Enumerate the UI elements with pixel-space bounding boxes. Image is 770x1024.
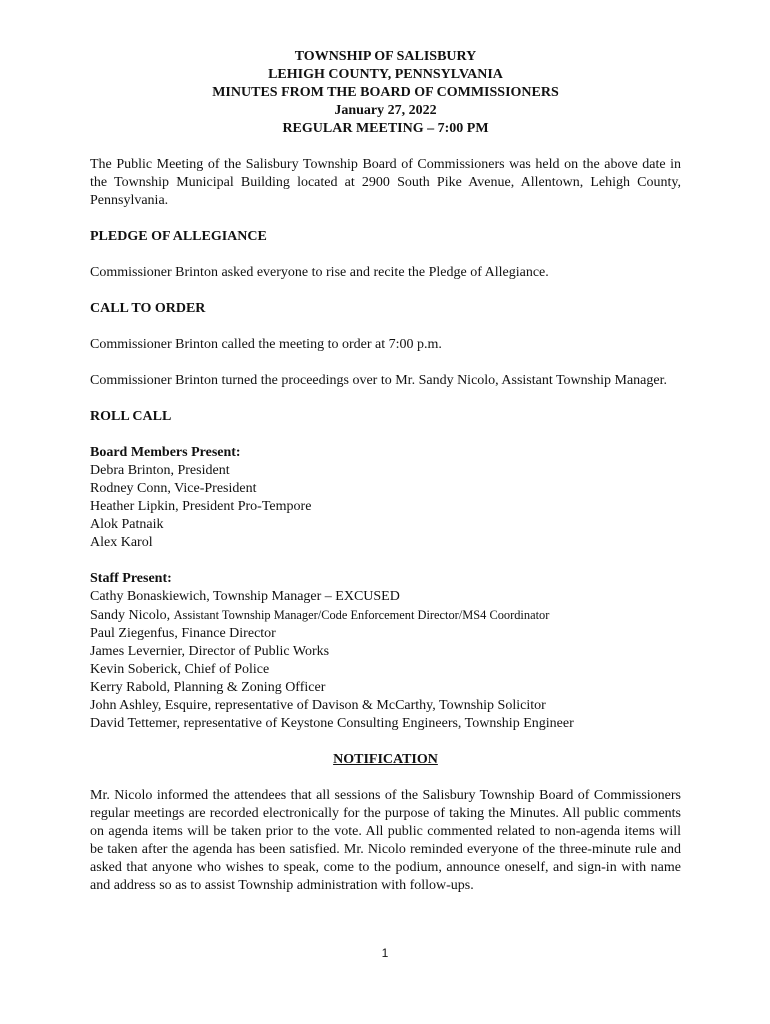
staff-member: Paul Ziegenfus, Finance Director: [90, 626, 276, 641]
staff-member-name: Sandy Nicolo,: [90, 608, 171, 623]
pledge-text: Commissioner Brinton asked everyone to rise and recite the Pledge of Allegiance.: [90, 265, 549, 280]
pledge-heading: PLEDGE OF ALLEGIANCE: [90, 229, 267, 244]
staff-member: James Levernier, Director of Public Works: [90, 644, 330, 659]
header-date: January 27, 2022: [334, 103, 437, 118]
header-township: TOWNSHIP OF SALISBURY: [294, 49, 477, 64]
roll-call-heading: ROLL CALL: [90, 409, 172, 424]
board-member: Alex Karol: [90, 535, 153, 550]
board-member: Alok Patnaik: [90, 517, 164, 532]
page-content: [90, 48, 681, 895]
board-members-heading: Board Members Present:: [90, 445, 241, 460]
staff-member-title: Assistant Township Manager/Code Enforcement Director/MS4 Coordinator: [173, 608, 550, 622]
staff-member: Cathy Bonaskiewich, Township Manager – EXCUSED: [90, 589, 400, 604]
staff-member: John Ashley, Esquire, representative of Davison & McCarthy, Township Solicitor: [90, 698, 546, 713]
header-minutes-title: MINUTES FROM THE BOARD OF COMMISSIONERS: [212, 85, 559, 100]
notification-text: Mr. Nicolo informed the attendees that all sessions of the Salisbury Township Board of Commissioners regular meetings are recorded electronically for the purpose of taking the Minutes. All public comments on agenda items will be taken prior to the vote. All public commented related to non-agenda items will be taken after the agenda has been satisfied. Mr. Nicolo reminded everyone of the three-minute rule and asked that anyone who wishes to speak, come to the podium, announce oneself, and sign-in with name and address so as to assist Township administration with follow-ups.: [90, 788, 681, 893]
header-meeting-type: REGULAR MEETING – 7:00 PM: [282, 121, 489, 136]
page-number: 1: [381, 946, 389, 960]
call-to-order-heading: CALL TO ORDER: [90, 301, 206, 316]
board-member: Debra Brinton, President: [90, 463, 230, 478]
call-to-order-text: Commissioner Brinton called the meeting to order at 7:00 p.m.: [90, 337, 442, 352]
board-members-list: [90, 462, 681, 552]
board-member: Heather Lipkin, President Pro-Tempore: [90, 499, 312, 514]
staff-member: David Tettemer, representative of Keystone Consulting Engineers, Township Engineer: [90, 716, 574, 731]
staff-member: Kevin Soberick, Chief of Police: [90, 662, 270, 677]
staff-list: [90, 588, 681, 733]
board-member: Rodney Conn, Vice-President: [90, 481, 257, 496]
staff-member: Kerry Rabold, Planning & Zoning Officer: [90, 680, 326, 695]
document-header: [90, 48, 681, 138]
header-county: LEHIGH COUNTY, PENNSYLVANIA: [268, 67, 503, 82]
notification-heading: NOTIFICATION: [333, 752, 438, 767]
staff-member: [90, 606, 681, 625]
proceedings-text: Commissioner Brinton turned the proceedings over to Mr. Sandy Nicolo, Assistant Township Manager.: [90, 373, 667, 388]
intro-paragraph: The Public Meeting of the Salisbury Township Board of Commissioners was held on the above date in the Township Municipal Building located at 2900 South Pike Avenue, Allentown, Lehigh County, Pennsylvania.: [90, 157, 681, 208]
staff-present-heading: Staff Present:: [90, 571, 172, 586]
